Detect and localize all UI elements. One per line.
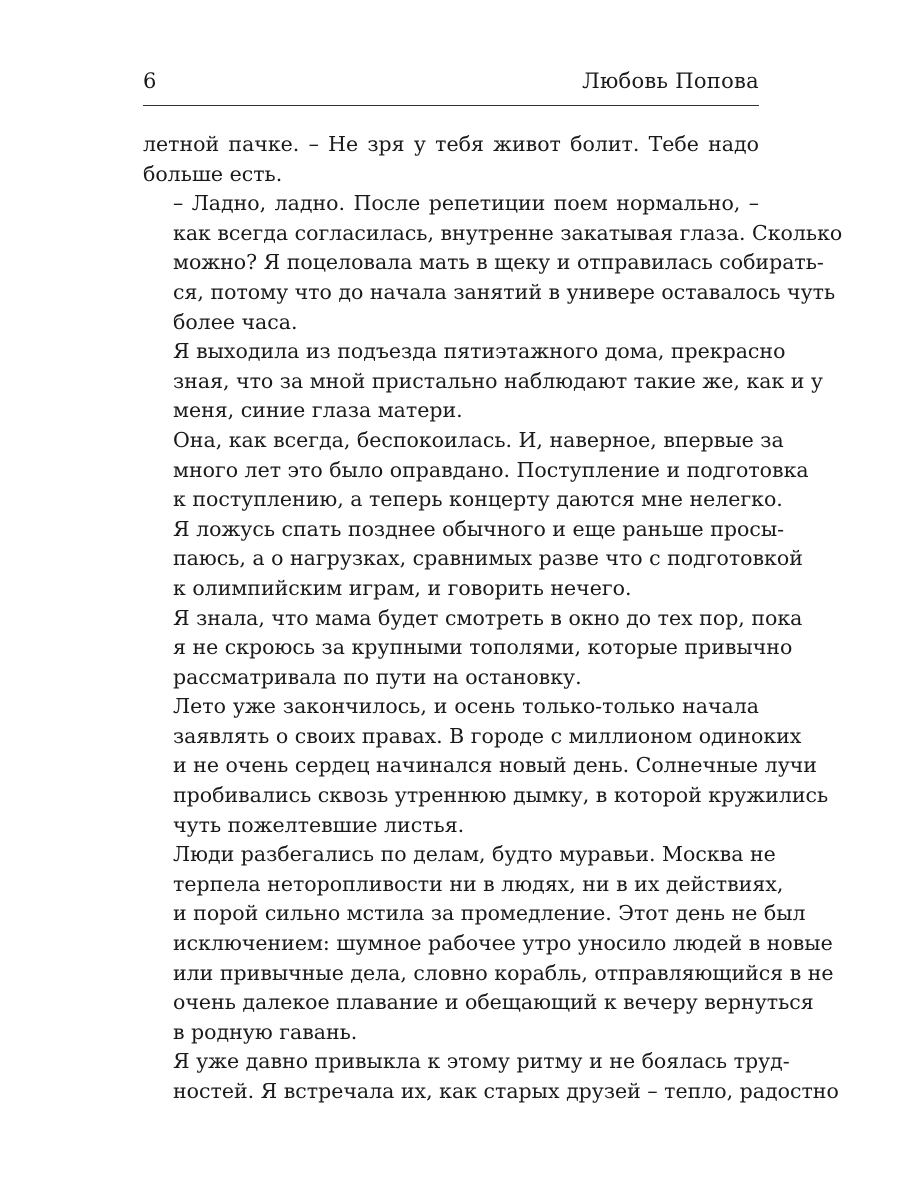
paragraph: [143, 426, 809, 515]
paragraph: [143, 840, 834, 1047]
paragraph: [143, 130, 759, 189]
text-line: пробивались сквозь утреннюю дымку, в которой кружились: [173, 783, 829, 808]
text-line: исключением: шумное рабочее утро уносило людей в новые: [173, 931, 833, 956]
text-line: Я выходила из подъезда пятиэтажного дома, прекрасно: [173, 339, 786, 364]
text-line: я не скроюсь за крупными тополями, которые привычно: [173, 635, 793, 660]
text-line: меня, синие глаза матери.: [173, 398, 463, 423]
text-line: Люди разбегались по делам, будто муравьи. Москва не: [173, 842, 776, 867]
text-line: Она, как всегда, беспокоилась. И, наверное, впервые за: [173, 427, 784, 452]
text-line: Я уже давно привыкла к этому ритму и не боялась труд-: [173, 1049, 790, 1074]
paragraph: [143, 189, 843, 337]
text-line: рассматривала по пути на остановку.: [173, 664, 582, 689]
text-line: – Ладно, ладно. После репетиции поем нормально, –: [173, 191, 759, 216]
text-line: к поступлению, а теперь концерту даются мне нелегко.: [173, 487, 783, 512]
text-line: больше есть.: [143, 161, 283, 186]
header-rule: [143, 105, 759, 106]
paragraph: [143, 337, 823, 426]
text-line: заявлять о своих правах. В городе с миллионом одиноких: [173, 723, 802, 748]
text-line: зная, что за мной пристально наблюдают такие же, как и у: [173, 368, 823, 393]
paragraph: [143, 692, 829, 840]
text-line: ностей. Я встречала их, как старых друзей – тепло, радостно: [173, 1079, 839, 1103]
text-line: чуть пожелтевшие листья.: [173, 812, 465, 837]
text-line: Лето уже закончилось, и осень только-только начала: [173, 694, 759, 719]
text-line: и порой сильно мстила за промедление. Этот день не был: [173, 901, 806, 926]
text-line: более часа.: [173, 309, 298, 334]
text-line: и не очень сердец начинался новый день. Солнечные лучи: [173, 753, 817, 778]
running-head-author: Любовь Попова: [582, 69, 759, 93]
text-line: много лет это было оправдано. Поступление и подготовка: [173, 457, 809, 482]
text-line: ся, потому что до начала занятий в универе оставалось чуть: [173, 279, 836, 304]
paragraph: [143, 1047, 839, 1106]
text-line: можно? Я поцеловала мать в щеку и отправилась собирать-: [173, 250, 824, 275]
paragraph: [143, 515, 803, 604]
text-line: Я знала, что мама будет смотреть в окно до тех пор, пока: [173, 605, 803, 630]
text-line: паюсь, а о нагрузках, сравнимых разве что с подготовкой: [173, 546, 803, 571]
page-number: 6: [143, 69, 157, 93]
text-line: терпела неторопливости ни в людях, ни в их действиях,: [173, 871, 784, 896]
text-line: в родную гавань.: [173, 1019, 358, 1044]
body-text: [143, 130, 843, 1107]
running-head: [143, 66, 759, 100]
text-line: как всегда согласилась, внутренне закатывая глаза. Сколько: [173, 220, 843, 245]
text-line: Я ложусь спать позднее обычного и еще раньше просы-: [173, 516, 785, 541]
text-line: летной пачке. – Не зря у тебя живот болит. Тебе надо: [143, 132, 759, 156]
paragraph: [143, 604, 803, 693]
text-line: или привычные дела, словно корабль, отправляющийся в не: [173, 960, 834, 985]
text-line: очень далекое плавание и обещающий к вечеру вернуться: [173, 990, 814, 1015]
text-line: к олимпийским играм, и говорить нечего.: [173, 575, 632, 600]
